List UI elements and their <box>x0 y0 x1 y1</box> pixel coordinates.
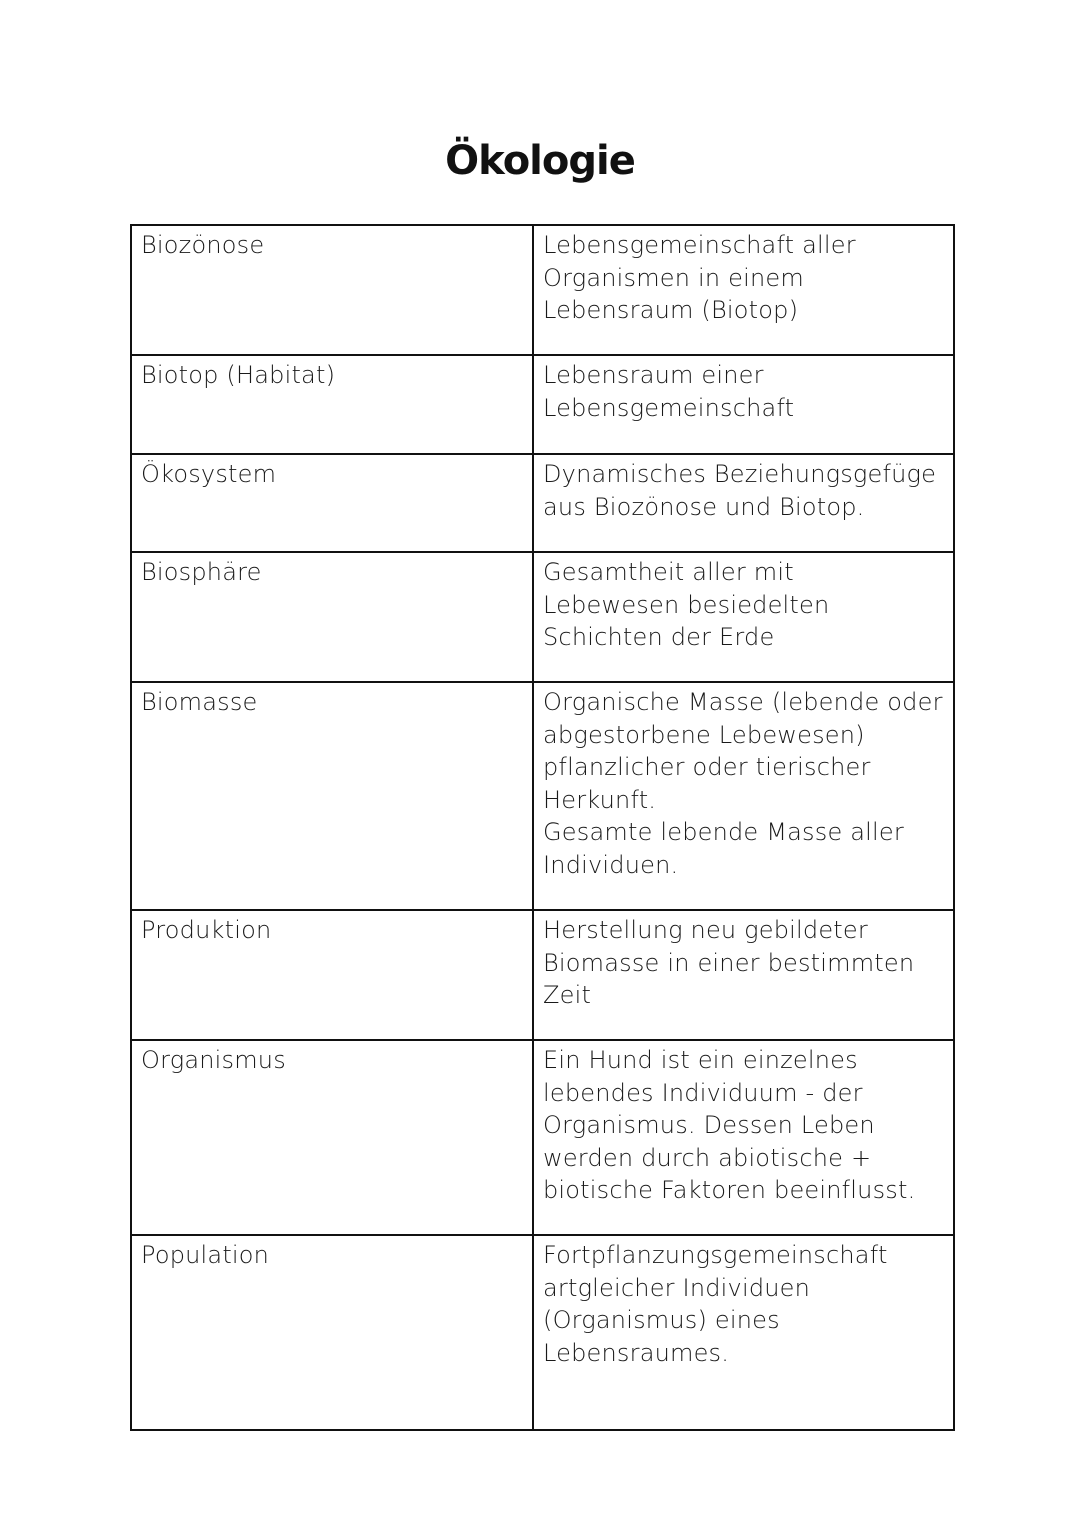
term-cell: Biosphäre <box>131 552 533 682</box>
table-row <box>131 225 954 355</box>
glossary-table <box>130 224 955 1431</box>
term-cell: Biomasse <box>131 682 533 910</box>
definition-cell: Lebensgemeinschaft aller Organismen in einem Lebensraum (Biotop) <box>533 225 954 355</box>
table-row <box>131 1235 954 1430</box>
definition-cell: Lebensraum einer Lebensgemeinschaft <box>533 355 954 454</box>
term-cell: Biotop (Habitat) <box>131 355 533 454</box>
term-cell: Organismus <box>131 1040 533 1235</box>
term-cell: Biozönose <box>131 225 533 355</box>
table-row <box>131 682 954 910</box>
page-title: Ökologie <box>445 138 635 184</box>
term-cell: Population <box>131 1235 533 1430</box>
table-row <box>131 1040 954 1235</box>
definition-cell: Ein Hund ist ein einzelnes lebendes Individuum - der Organismus. Dessen Leben werden durch abiotische + biotische Faktoren beeinflusst. <box>533 1040 954 1235</box>
table-row <box>131 454 954 552</box>
definition-cell: Gesamtheit aller mit Lebewesen besiedelten Schichten der Erde <box>533 552 954 682</box>
table-row <box>131 355 954 454</box>
table-row <box>131 910 954 1040</box>
definition-cell: Organische Masse (lebende oder abgestorbene Lebewesen) pflanzlicher oder tierischer Herkunft. Gesamte lebende Masse aller Individuen. <box>533 682 954 910</box>
table-row <box>131 552 954 682</box>
definition-cell: Herstellung neu gebildeter Biomasse in einer bestimmten Zeit <box>533 910 954 1040</box>
term-cell: Produktion <box>131 910 533 1040</box>
term-cell: Ökosystem <box>131 454 533 552</box>
definition-cell: Fortpflanzungsgemeinschaft artgleicher Individuen (Organismus) eines Lebensraumes. <box>533 1235 954 1430</box>
definition-cell: Dynamisches Beziehungsgefüge aus Biozönose und Biotop. <box>533 454 954 552</box>
